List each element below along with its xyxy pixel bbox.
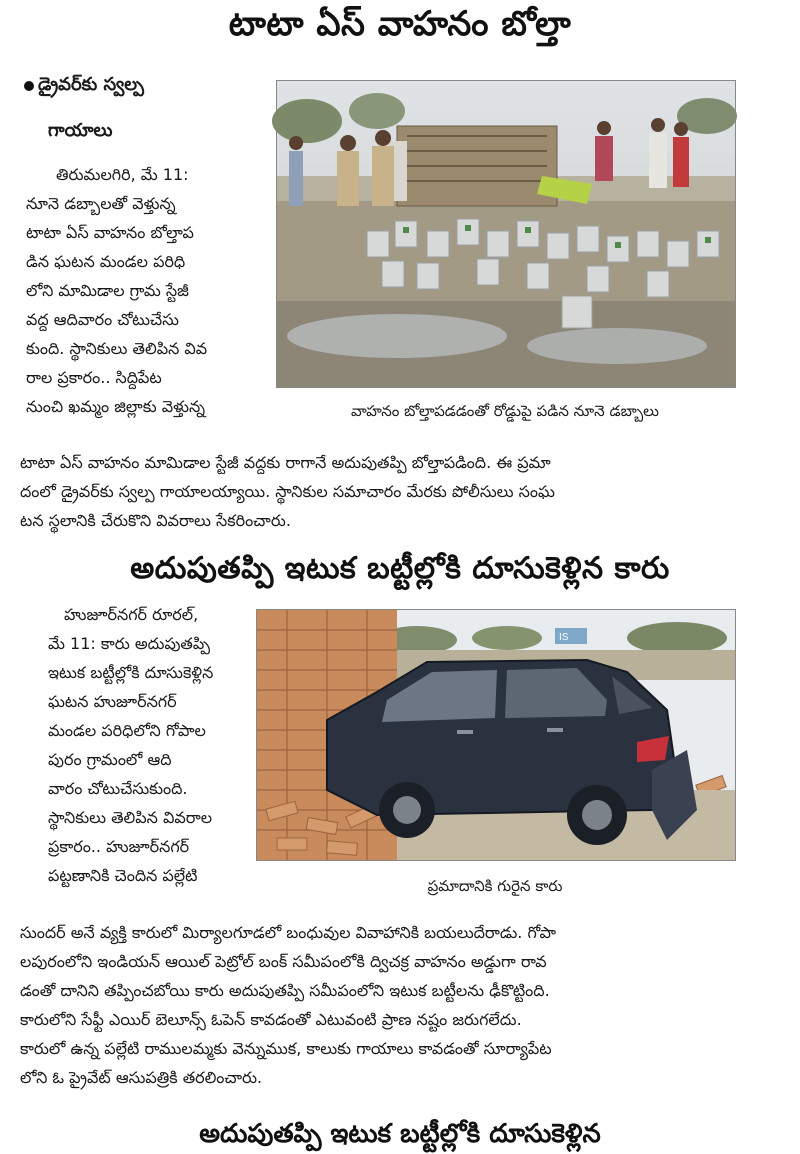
text-line: మే 11: కారు అదుపుతప్పి xyxy=(48,634,211,653)
text-line: ఘటన హుజూర్‌నగర్ xyxy=(48,692,177,711)
text-line: టన స్థలానికి చేరుకొని వివరాలు సేకరించారు. xyxy=(20,511,291,530)
photo-crashed-car xyxy=(256,609,736,861)
story2-column-text xyxy=(48,600,248,890)
text-line: దంలో డ్రైవర్‌కు స్వల్ప గాయాలయ్యాయి. స్థానికుల సమాచారం మేరకు పోలీసులు సంఘ xyxy=(20,482,555,501)
headline-story2: అదుపుతప్పి ఇటుక బట్టీల్లోకి దూసుకెళ్లిన కారు xyxy=(130,551,670,586)
text-line: టాటా ఏస్ వాహనం మామిడాల స్టేజీ వద్దకు రాగానే అదుపుతప్పి బోల్తాపడింది. ఈ ప్రమా xyxy=(20,453,551,472)
photo2-caption: ప్రమాదానికి గురైన కారు xyxy=(427,877,563,895)
story1-column-text xyxy=(26,160,266,421)
text-line: వద్ద ఆదివారం చోటుచేసు xyxy=(26,310,179,329)
text-line: డంతో దానిని తప్పించబోయి కారు అదుపుతప్పి సమీపంలోని ఇటుక బట్టీలను ఢీకొట్టింది. xyxy=(20,981,550,1000)
story2-full-width-text xyxy=(20,918,780,1092)
text-line: లోని మామిడాల గ్రామ స్టేజీ xyxy=(26,281,189,300)
text-line: కారులోని సేఫ్టీ ఎయిర్ బెలూన్స్ ఓపెన్ కావడంతో ఎటువంటి ప్రాణ నష్టం జరుగలేదు. xyxy=(20,1010,522,1029)
text-line: కుంది. స్థానికులు తెలిపిన వివ xyxy=(26,339,208,358)
headline-story1: టాటా ఏస్ వాహనం బోల్తా xyxy=(228,4,572,44)
text-line: లపురంలోని ఇండియన్ ఆయిల్ పెట్రోల్ బంక్ సమీపంలోకి ద్విచక్ర వాహనం అడ్డుగా రావ xyxy=(20,952,547,971)
photo-overturned-vehicle xyxy=(276,80,736,388)
overturned-vehicle-image xyxy=(277,81,735,387)
story1-full-width-text xyxy=(20,448,780,535)
text-line: రాల ప్రకారం.. సిద్దిపేట xyxy=(26,368,162,387)
crashed-car-image xyxy=(257,610,735,860)
text-line: నూనె డబ్బాలతో వెళ్తున్న xyxy=(26,194,176,213)
subhead-line1: డ్రైవర్‌కు స్వల్ప xyxy=(38,74,144,95)
text-line: టాటా ఏస్ వాహనం బోల్తాప xyxy=(26,223,194,242)
text-line: డిన ఘటన మండల పరిధి xyxy=(26,252,186,271)
text-line: స్థానికులు తెలిపిన వివరాల xyxy=(48,808,213,827)
text-line: వారం చోటుచేసుకుంది. xyxy=(48,779,188,798)
subhead-bullet-icon xyxy=(24,81,34,91)
text-line: నుంచి ఖమ్మం జిల్లాకు వెళ్తున్న xyxy=(26,397,206,416)
text-line: మండల పరిధిలోని గోపాల xyxy=(48,721,206,740)
text-line: హుజూర్‌నగర్ రూరల్, xyxy=(64,605,199,624)
text-line: పురం గ్రామంలో ఆది xyxy=(48,750,172,769)
text-line: లోని ఓ ప్రైవేట్ ఆసుపత్రికి తరలించారు. xyxy=(20,1068,263,1087)
photo1-caption: వాహనం బోల్తాపడడంతో రోడ్డుపై పడిన నూనె డబ్బాలు xyxy=(350,402,660,420)
headline-story3-cut: అదుపుతప్పి ఇటుక బట్టీల్లోకి దూసుకెళ్లిన xyxy=(199,1119,601,1149)
text-line: ఇటుక బట్టీల్లోకి దూసుకెళ్లిన xyxy=(48,663,214,682)
text-line: పట్టణానికి చెందిన పల్లేటి xyxy=(48,866,198,885)
text-line: సుందర్ అనే వ్యక్తి కారులో మిర్యాలగూడలో బంధువుల వివాహానికి బయలుదేరాడు. గోపా xyxy=(20,923,557,942)
text-line: కారులో ఉన్న పల్లేటి రాములమ్మకు వెన్నుముక, కాలుకు గాయాలు కావడంతో సూర్యాపేట xyxy=(20,1039,552,1058)
text-line: ప్రకారం.. హుజూర్‌నగర్ xyxy=(48,837,190,856)
subhead-line2: గాయాలు xyxy=(48,120,113,141)
svg-text:IS: IS xyxy=(559,632,569,643)
text-line: తిరుమలగిరి, మే 11: xyxy=(56,165,189,184)
